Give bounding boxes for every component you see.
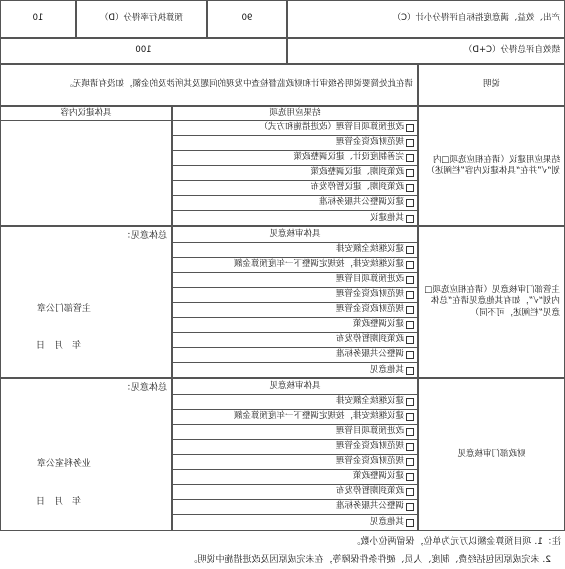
checkbox-icon[interactable] bbox=[406, 443, 414, 451]
finance-date-label: 年 月 日 bbox=[35, 497, 81, 507]
checkbox-icon[interactable] bbox=[406, 306, 414, 314]
checkbox-icon[interactable] bbox=[406, 184, 414, 192]
dept-options-header: 具体审核意见 bbox=[173, 227, 417, 243]
checkbox-icon[interactable] bbox=[406, 367, 414, 375]
checkbox-icon[interactable] bbox=[406, 488, 414, 496]
result-option-label: 规范财政资金管理 bbox=[335, 137, 404, 148]
dept-option-label: 改进预算项目管理 bbox=[335, 274, 404, 285]
result-option-label: 建议调整公共服务标准 bbox=[318, 197, 404, 208]
dept-option-label: 政策到期暂停发布 bbox=[335, 334, 404, 345]
checkbox-icon[interactable] bbox=[406, 321, 414, 329]
finance-option-row[interactable] bbox=[173, 455, 417, 470]
finance-review-label: 财政部门审核意见 bbox=[418, 378, 565, 531]
dept-option-row[interactable] bbox=[173, 243, 417, 258]
finance-option-label: 规范财政资金管理 bbox=[335, 456, 404, 467]
result-content-header: 具体建议内容 bbox=[1, 107, 171, 121]
checkbox-icon[interactable] bbox=[406, 124, 414, 132]
result-option-label: 改进预算项目管理（改进措施和方式） bbox=[259, 122, 404, 133]
result-option-row[interactable] bbox=[173, 136, 417, 151]
result-option-row[interactable] bbox=[173, 211, 417, 226]
result-option-row[interactable] bbox=[173, 121, 417, 136]
dept-option-row[interactable] bbox=[173, 288, 417, 303]
dept-overall-column bbox=[0, 226, 172, 378]
checkbox-icon[interactable] bbox=[406, 473, 414, 481]
finance-option-label: 建议继续全额安排 bbox=[335, 396, 404, 407]
dept-option-row[interactable] bbox=[173, 333, 417, 348]
checkbox-icon[interactable] bbox=[406, 336, 414, 344]
finance-option-label: 政策到期暂停发布 bbox=[335, 486, 404, 497]
description-text: 请在此处简要说明各级审计和财政监督检查中发现的问题及其所涉及的金额，如没有请填无。 bbox=[0, 64, 418, 106]
dept-review-options bbox=[172, 226, 418, 378]
checkbox-icon[interactable] bbox=[406, 428, 414, 436]
checkbox-icon[interactable] bbox=[406, 261, 414, 269]
finance-overall-label: 总体意见： bbox=[121, 383, 167, 393]
finance-option-label: 改进预算项目管理 bbox=[335, 426, 404, 437]
checkbox-icon[interactable] bbox=[406, 458, 414, 466]
dept-option-row[interactable] bbox=[173, 303, 417, 318]
result-option-label: 完善制度设计、建议调整政策 bbox=[293, 152, 404, 163]
finance-overall-column bbox=[0, 378, 172, 531]
note-line-1: 注：1. 项目预算金额以万元为单位，保留两位小数。 bbox=[351, 537, 561, 547]
finance-option-label: 调整公共服务标准 bbox=[335, 501, 404, 512]
dept-date-label: 年 月 日 bbox=[35, 341, 81, 351]
dept-option-label: 建议调整政策 bbox=[352, 319, 404, 330]
finance-overall-input[interactable] bbox=[1, 395, 171, 445]
finance-option-label: 建议继续安排，按规定调整下一年度预算金额 bbox=[233, 411, 404, 422]
result-option-label: 政策到期、建议暂停发布 bbox=[310, 182, 404, 193]
checkbox-icon[interactable] bbox=[406, 246, 414, 254]
score-c-value: 90 bbox=[207, 0, 287, 38]
result-option-row[interactable] bbox=[173, 196, 417, 211]
dept-option-label: 建议继续安排，按规定调整下一年度预算金额 bbox=[233, 259, 404, 270]
finance-option-row[interactable] bbox=[173, 440, 417, 455]
note-line-2: 2. 未完成原因包括经费、制度、人员、硬件条件保障等，在未完成原因及改进措施中说明。 bbox=[188, 555, 551, 565]
checkbox-icon[interactable] bbox=[406, 215, 414, 223]
dept-option-row[interactable] bbox=[173, 318, 417, 333]
result-option-label: 其他建议 bbox=[369, 212, 404, 223]
dept-option-label: 规范财政资金管理 bbox=[335, 304, 404, 315]
result-option-row[interactable] bbox=[173, 166, 417, 181]
dept-option-label: 规范财政资金管理 bbox=[335, 289, 404, 300]
checkbox-icon[interactable] bbox=[406, 503, 414, 511]
score-d-value: 10 bbox=[0, 0, 76, 38]
finance-option-label: 规范财政资金管理 bbox=[335, 441, 404, 452]
result-option-label: 政策到期、建议调整政策 bbox=[310, 167, 404, 178]
finance-signature-label: 业务科室公章 bbox=[36, 459, 91, 469]
checkbox-icon[interactable] bbox=[406, 519, 414, 527]
dept-option-label: 其他意见 bbox=[369, 364, 404, 375]
finance-option-row[interactable] bbox=[173, 485, 417, 500]
total-score-label: 绩效自评总得分（C+D） bbox=[287, 38, 565, 64]
result-application-label: 结果应用建议（请在相应选项□内划“√”并在“具体建议内容”栏阐述） bbox=[418, 106, 565, 226]
checkbox-icon[interactable] bbox=[406, 413, 414, 421]
finance-option-label: 建议调整政策 bbox=[352, 471, 404, 482]
finance-option-row[interactable] bbox=[173, 500, 417, 515]
dept-option-row[interactable] bbox=[173, 348, 417, 363]
finance-option-row[interactable] bbox=[173, 395, 417, 410]
dept-option-row[interactable] bbox=[173, 273, 417, 288]
dept-option-label: 建议继续全额安排 bbox=[335, 244, 404, 255]
result-options-header: 结果应用选项 bbox=[173, 107, 417, 121]
result-option-row[interactable] bbox=[173, 151, 417, 166]
checkbox-icon[interactable] bbox=[406, 398, 414, 406]
checkbox-icon[interactable] bbox=[406, 351, 414, 359]
description-label: 说明 bbox=[418, 64, 565, 106]
finance-option-label: 其他意见 bbox=[369, 517, 404, 528]
dept-option-label: 调整公共服务标准 bbox=[335, 349, 404, 360]
dept-option-row[interactable] bbox=[173, 258, 417, 273]
dept-overall-label: 总体意见： bbox=[121, 231, 167, 241]
result-content-input[interactable] bbox=[1, 121, 171, 225]
score-c-label: 产出、效益、满意度指标自评得分小计（C） bbox=[287, 0, 565, 38]
checkbox-icon[interactable] bbox=[406, 154, 414, 162]
checkbox-icon[interactable] bbox=[406, 169, 414, 177]
dept-overall-input[interactable] bbox=[1, 243, 171, 293]
finance-review-options bbox=[172, 378, 418, 531]
finance-option-row[interactable] bbox=[173, 410, 417, 425]
result-application-options bbox=[172, 106, 418, 226]
finance-option-row[interactable] bbox=[173, 470, 417, 485]
total-score-value: 100 bbox=[0, 38, 287, 64]
score-d-label: 预算执行率得分（D） bbox=[76, 0, 207, 38]
result-option-row[interactable] bbox=[173, 181, 417, 196]
checkbox-icon[interactable] bbox=[406, 139, 414, 147]
finance-option-row[interactable] bbox=[173, 425, 417, 440]
checkbox-icon[interactable] bbox=[406, 291, 414, 299]
finance-options-header: 具体审核意见 bbox=[173, 379, 417, 395]
checkbox-icon[interactable] bbox=[406, 199, 414, 207]
checkbox-icon[interactable] bbox=[406, 276, 414, 284]
dept-option-row[interactable] bbox=[173, 363, 417, 378]
result-content-column bbox=[0, 106, 172, 226]
dept-signature-label: 主管部门公章 bbox=[36, 304, 91, 314]
dept-review-label: 主管部门审核意见（请在相应选项□内划“√”，如有其他意见请在“总体意见”栏阐述，可不同） bbox=[418, 226, 565, 378]
finance-option-row[interactable] bbox=[173, 515, 417, 531]
